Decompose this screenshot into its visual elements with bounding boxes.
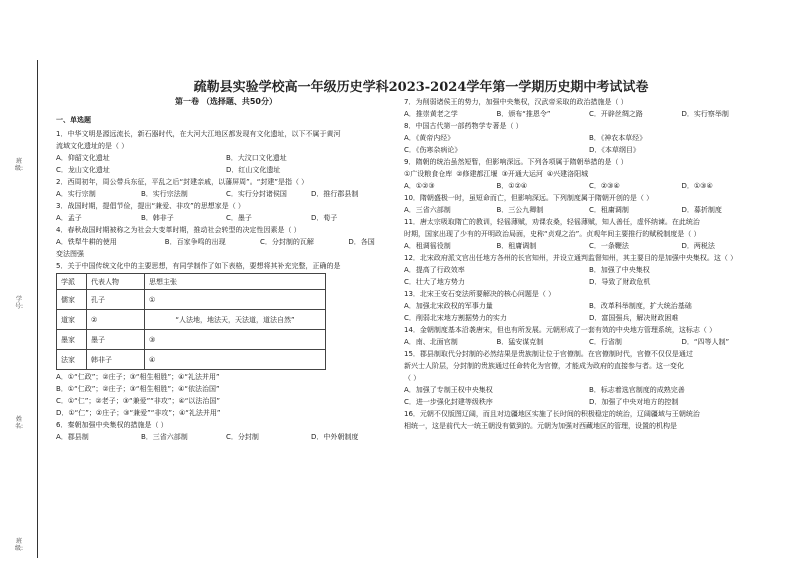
- question-stem-cont: 相统一，这是前代大一统王朝没有做到的。元朝为加强对西藏地区的管理，设置的机构是: [404, 422, 677, 430]
- option-b: B．《神农本草经》: [589, 134, 647, 142]
- option-c: C．进一步强化封建等级秩序: [404, 398, 493, 406]
- option-a: A．实行宗制: [56, 190, 96, 198]
- options: [404, 132, 774, 156]
- question-stem-cont: 流域文化遗址的是（ ）: [56, 142, 129, 150]
- question-9: [404, 156, 774, 192]
- option-d: D．红山文化遗址: [226, 166, 281, 174]
- table-row: [57, 310, 326, 330]
- option-d: D．募折制度: [681, 206, 722, 214]
- options: [404, 300, 774, 324]
- option-c: C．一条鞭法: [589, 242, 629, 250]
- option-a: A．提高了行政效率: [404, 266, 465, 274]
- option-b: B．租庸调制: [496, 242, 537, 250]
- question-16: [404, 408, 774, 432]
- sub-item: ④兴建洛阳城: [546, 170, 589, 178]
- option-c: C．实行分封诸侯国: [226, 190, 287, 198]
- option-b: B．实行宗法制: [141, 190, 188, 198]
- table-header: 思想主张: [145, 274, 326, 290]
- table-cell: ③: [145, 330, 326, 350]
- option-b: B．三公九卿制: [496, 206, 544, 214]
- option-b: B．①“仁政”；②庄子；③“相生相胜”；④“依法治国”: [56, 385, 220, 393]
- options: [56, 431, 396, 443]
- question-stem: 9．隋朝的统治虽然短暂，但影响深远。下列各项属于隋朝举措的是（ ）: [404, 158, 628, 166]
- option-c: C．①“仁”；②老子；③“兼爱”“非攻”；④“以法治国”: [56, 397, 221, 405]
- options: [404, 384, 774, 408]
- question-6: [56, 419, 396, 443]
- sub-items: [404, 168, 774, 180]
- question-stem: 3．战国时期，提倡节俭，提出“兼爱、非攻”的思想家是（ ）: [56, 202, 245, 210]
- question-stem: 13．北宋王安石变法所要解决的核心问题是（ ）: [404, 290, 556, 298]
- option-a: A．孟子: [56, 214, 82, 222]
- binding-label-class: 班级:: [14, 158, 24, 172]
- question-13: [404, 288, 774, 324]
- option-a: A．①“仁政”；②庄子；③“相生相胜”；④“礼法并用”: [56, 373, 220, 381]
- options: [404, 108, 774, 120]
- question-stem: 12．北宋政府派文官出任地方各州的长官知州，并设立通判监督知州，其主要目的是加强中央集权。这（ ）: [404, 254, 738, 262]
- option-b: B．加强了中央集权: [589, 266, 650, 274]
- question-10: [404, 192, 774, 216]
- option-a: A．租调徭役制: [404, 242, 451, 250]
- table-cell: 法家: [57, 350, 87, 370]
- question-12: [404, 252, 774, 288]
- option-b: B．①②④: [496, 182, 528, 190]
- sub-item: ②修建都江堰: [456, 170, 498, 178]
- table-cell: “人法地，地法天，天法道，道法自然”: [145, 310, 326, 330]
- option-a: A．铁犁牛耕的使用: [56, 238, 117, 246]
- option-b: B．大汶口文化遗址: [226, 154, 287, 162]
- sub-item: ①广设粮食仓库: [404, 170, 453, 178]
- question-1: [56, 128, 396, 176]
- option-b: B．标志着选官制度的成熟完善: [589, 386, 685, 394]
- option-a: A．南、北面官制: [404, 338, 458, 346]
- options: [404, 264, 774, 288]
- question-2: [56, 176, 396, 200]
- option-d-cont: 变法图强: [56, 250, 84, 258]
- question-stem: 10．隋朝盛极一时，虽短命而亡，但影响深远。下列制度属于隋朝开创的是（ ）: [404, 194, 654, 202]
- option-b: B．韩非子: [141, 214, 174, 222]
- options: [56, 371, 396, 419]
- table-cell: 墨家: [57, 330, 87, 350]
- option-d: D．富国强兵，解决财政困难: [589, 314, 679, 322]
- table-header: 代表人物: [87, 274, 145, 290]
- table-row: [57, 290, 326, 310]
- question-stem: 1．中华文明是源远流长，新石器时代，在大河大江地区都发现有文化遗址，以下不属于黄河: [56, 130, 341, 138]
- binding-label-name: 姓名:: [14, 416, 24, 430]
- option-d: D．实行察举制: [681, 110, 729, 118]
- table-cell: ④: [145, 350, 326, 370]
- option-a: A．《黄帝内经》: [404, 134, 455, 142]
- table-header: 学派: [57, 274, 87, 290]
- question-14: [404, 324, 774, 348]
- sub-item: ③开通大运河: [501, 170, 543, 178]
- option-d: D．加强了中央对地方的控制: [589, 398, 679, 406]
- table-row: [57, 330, 326, 350]
- table-cell: 韩非子: [87, 350, 145, 370]
- question-stem: 2．西周初年，周公带兵东征，平乱之后“封建亲戚，以藩屏周”。“封建”是指（ ）: [56, 178, 309, 186]
- option-d: D．①“仁”；②庄子；③“兼爱”“非攻”；④“礼法并用”: [56, 409, 221, 417]
- table-cell: 道家: [57, 310, 87, 330]
- question-stem-cont: 新兴士人阶层，分封制的贵族通过任命转化为官僚，才能成为政府的直接参与者。这一变化: [404, 362, 684, 370]
- option-b: B．颁布“推恩令”: [496, 110, 551, 118]
- table-cell: ①: [145, 290, 326, 310]
- binding-strip: [2, 60, 38, 558]
- option-a: A．加强了专制王权中央集权: [404, 386, 493, 394]
- question-7: [404, 96, 774, 120]
- option-c: C．壮大了地方势力: [404, 278, 465, 286]
- table-cell: 墨子: [87, 330, 145, 350]
- right-column: [404, 96, 774, 432]
- options: [404, 240, 774, 252]
- option-a: A．郡县制: [56, 433, 89, 441]
- question-stem: 4．春秋战国时期被称之为社会大变革时期，推动社会转型的决定性因素是（ ）: [56, 226, 301, 234]
- option-a: A．①②③: [404, 182, 435, 190]
- option-d: D．导致了财政危机: [589, 278, 651, 286]
- options: [404, 336, 774, 348]
- question-stem: 14．金朝制度基本沿袭唐宋，但也有所发展。元朝形成了一套有效的中央地方管理系统，这标志（ ）: [404, 326, 717, 334]
- question-8: [404, 120, 774, 156]
- option-a: A．推崇黄老之学: [404, 110, 458, 118]
- option-b: B．猛安谋克制: [496, 338, 544, 346]
- option-d: D．推行郡县制: [311, 190, 359, 198]
- option-b: B．三省六部制: [141, 433, 188, 441]
- question-stem: 15．郡县制取代分封制的必然结果是贵族制让位于官僚制。在官僚制时代，官僚不仅仅是通过: [404, 350, 693, 358]
- question-stem: 7．为削弱诸侯王的势力，加强中央集权，汉武帝采取的政治措施是（ ）: [404, 98, 628, 106]
- option-d: D．两税法: [681, 242, 715, 250]
- option-d: D．各国: [348, 238, 375, 246]
- table-row: [57, 350, 326, 370]
- table-cell: ②: [87, 310, 145, 330]
- option-d: D．中外朝制度: [311, 433, 359, 441]
- options: [56, 212, 396, 224]
- option-a: A．三省六部制: [404, 206, 451, 214]
- binding-label-class-2: 班级:: [14, 538, 24, 552]
- option-c: C．②③④: [589, 182, 620, 190]
- option-d: D．荀子: [311, 214, 338, 222]
- options: [404, 204, 774, 216]
- options: [56, 236, 396, 248]
- option-c: C．行省制: [589, 338, 622, 346]
- option-c: C．分封制: [226, 433, 259, 441]
- schools-table: [56, 273, 326, 370]
- part-title: 一、单选题: [56, 116, 91, 124]
- exam-title: 疏勒县实验学校高一年级历史学科2023-2024学年第一学期历史期中考试试卷: [193, 80, 649, 95]
- question-stem: 16．元朝不仅版图辽阔，而且对边疆地区实施了长时间的积极稳定的统治，辽阔疆域与王朝统治: [404, 410, 700, 418]
- option-b: B．百家争鸣的出现: [164, 238, 226, 246]
- options: [56, 188, 396, 200]
- section-title: 第一卷 （选择题、共50分）: [175, 97, 277, 106]
- question-4: [56, 224, 396, 260]
- option-a: A．仰韶文化遗址: [56, 154, 110, 162]
- question-11: [404, 216, 774, 252]
- question-15: [404, 348, 774, 408]
- option-c: C．削弱北宋地方割据势力的实力: [404, 314, 507, 322]
- question-stem-cont: （ ）: [404, 374, 421, 382]
- question-stem-cont: 时期，国家出现了少有的开明政治局面，史称“贞观之治”。贞观年间主要推行的赋税制度是（ ）: [404, 230, 701, 238]
- option-c: C．墨子: [226, 214, 252, 222]
- option-d: D．①③④: [681, 182, 713, 190]
- question-stem: 6．秦朝加强中央集权的措施是（ ）: [56, 421, 168, 429]
- table-cell: 儒家: [57, 290, 87, 310]
- option-c: C．《伤寒杂病论》: [404, 146, 462, 154]
- option-c: C．分封制的瓦解: [259, 238, 314, 246]
- option-a: A．加强北宋政权的军事力量: [404, 302, 493, 310]
- option-c: C．开辟丝绸之路: [589, 110, 643, 118]
- option-b: B．改革科举制度，扩大统治基础: [589, 302, 692, 310]
- question-stem: 8．中国古代第一部药物学专著是（ ）: [404, 122, 523, 130]
- table-header-row: [57, 274, 326, 290]
- options: [404, 180, 774, 192]
- question-5: [56, 260, 396, 419]
- table-cell: 孔子: [87, 290, 145, 310]
- option-d: D．“四等人制”: [681, 338, 730, 346]
- option-c: C．租庸调制: [589, 206, 629, 214]
- options: [56, 152, 396, 176]
- left-column: [56, 96, 396, 443]
- option-c: C．龙山文化遗址: [56, 166, 110, 174]
- question-stem: 5．关于中国传统文化中的主要思想，有同学制作了如下表格，要想将其补充完整，正确的是: [56, 262, 341, 270]
- option-d: D．《本草纲目》: [589, 146, 640, 154]
- question-stem: 11．唐太宗吸取隋亡的教训，轻徭薄赋，劝课农桑，轻徭薄赋，知人善任，虚怀纳谏。在此统治: [404, 218, 700, 226]
- question-3: [56, 200, 396, 224]
- binding-label-student-number: 学号:: [14, 296, 24, 310]
